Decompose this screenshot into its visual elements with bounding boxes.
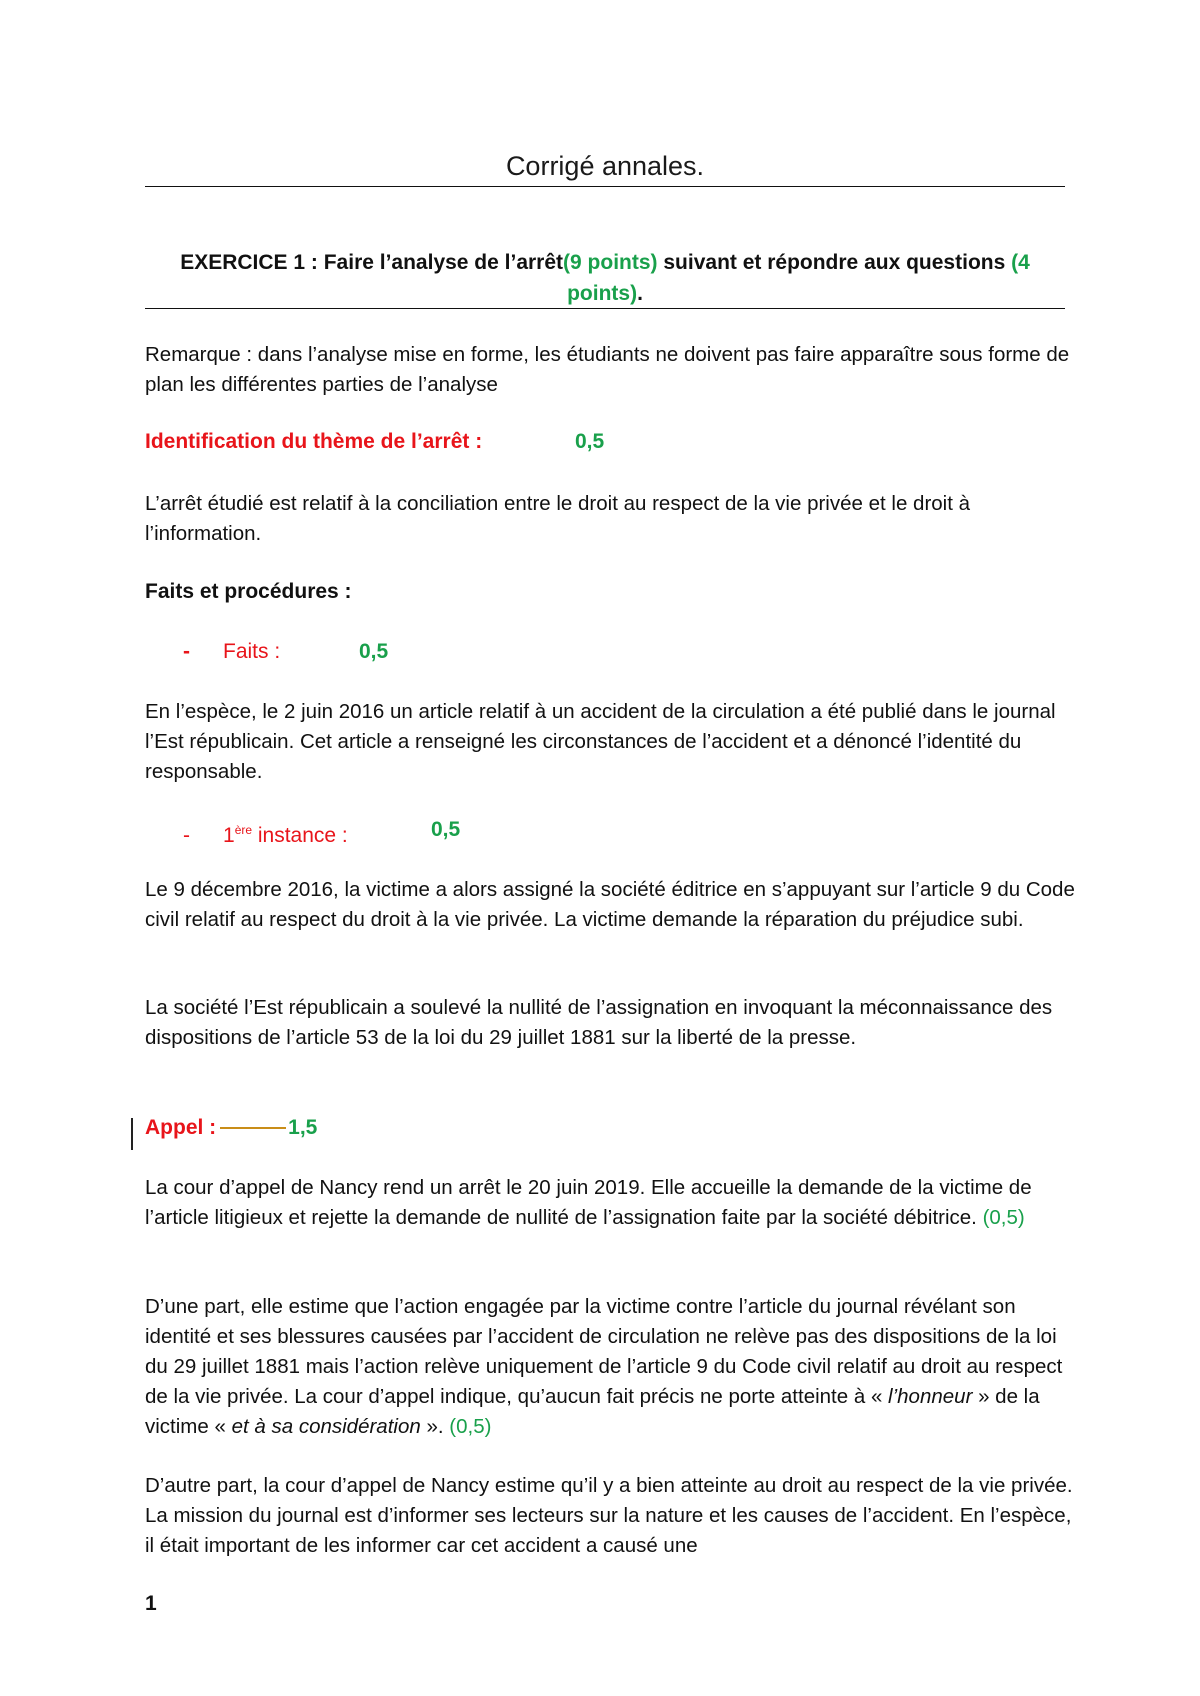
faits-label: Faits : [223, 640, 281, 663]
text-cursor [131, 1118, 133, 1150]
premiere-instance-sup: ère [234, 823, 253, 837]
identification-text: L’arrêt étudié est relatif à la conciliation entre le droit au respect de la vie privée et le droit à l’information. [145, 492, 971, 545]
exercise-end: . [637, 282, 643, 305]
exercise-points-analysis: (9 points) [563, 251, 658, 274]
appel-text-2-a: D’une part, elle estime que l’action engagée par la victime contre l’article du journal révélant son identité et ses blessures causées par l’accident de circulation ne relève pas des dispositions de la loi du 29 juillet 1881 mais l’action relève uniquement de l’article 9 du Code civil relatif au droit au respect de la vie privée. La cour d’appel indique, qu’aucun fait précis ne porte atteinte à « [145, 1295, 1063, 1408]
premiere-instance-subheading [183, 815, 1113, 851]
exercise-heading [145, 247, 1065, 309]
appel-text-3: D’autre part, la cour d’appel de Nancy estime qu’il y a bien atteinte au droit au respect de la vie privée. La mission du journal est d’informer ses lecteurs sur la nature et les causes de l’accident. En l’espèce, il était important de les informer car cet accident a causé une [145, 1474, 1073, 1557]
appel-connector-line [220, 1127, 286, 1129]
faits-text: En l’espèce, le 2 juin 2016 un article relatif à un accident de la circulation a été publié dans le journal l’Est républicain. Cet article a renseigné les circonstances de l’accident et a dénoncé l’identité du responsable. [145, 700, 1056, 783]
faits-score: 0,5 [359, 640, 389, 663]
identification-heading [145, 427, 1075, 457]
appel-text-2-score: (0,5) [449, 1415, 492, 1438]
appel-text-1 [145, 1173, 1075, 1233]
appel-text-2-b: » de la victime « [145, 1385, 1040, 1438]
page-number: 1 [145, 1592, 157, 1615]
appel-text-2-consideration: et à sa considération [231, 1415, 421, 1438]
faits-procedures-heading: Faits et procédures : [145, 580, 352, 603]
appel-text-2-c: ». [420, 1415, 450, 1438]
premiere-instance-text-1: Le 9 décembre 2016, la victime a alors assigné la société éditrice en s’appuyant sur l’article 9 du Code civil relatif au respect du droit à la vie privée. La victime demande la réparation du préjudice subi. [145, 878, 1075, 931]
identification-label: Identification du thème de l’arrêt : [145, 430, 483, 453]
exercise-label: EXERCICE 1 : Faire l’analyse de l’arrêt [180, 251, 564, 274]
title-underline [145, 186, 1065, 187]
premiere-instance-score: 0,5 [431, 818, 461, 841]
identification-score: 0,5 [575, 430, 605, 453]
premiere-instance-label: instance : [252, 824, 348, 847]
appel-heading [145, 1113, 1075, 1143]
premiere-instance-dash: - [183, 824, 190, 847]
page-title: Corrigé annales. [505, 151, 705, 181]
appel-text-2-honneur: l’honneur [888, 1385, 973, 1408]
remark-text: Remarque : dans l’analyse mise en forme, les étudiants ne doivent pas faire apparaître sous forme de plan les différentes parties de l’analyse [145, 343, 1070, 396]
premiere-instance-text-2: La société l’Est républicain a soulevé la nullité de l’assignation en invoquant la méconnaissance des dispositions de l’article 53 de la loi du 29 juillet 1881 sur la liberté de la presse. [145, 996, 1053, 1049]
exercise-points-questions: (4 points) [567, 251, 1030, 305]
appel-text-1-score: (0,5) [982, 1206, 1025, 1229]
appel-score: 1,5 [288, 1116, 318, 1139]
appel-text-2 [145, 1292, 1075, 1442]
appel-label: Appel : [145, 1116, 217, 1139]
faits-dash: - [183, 640, 190, 663]
premiere-instance-num: 1 [223, 824, 235, 847]
faits-subheading [183, 637, 1113, 667]
exercise-underline [145, 308, 1065, 309]
appel-text-1-body: La cour d’appel de Nancy rend un arrêt le 20 juin 2019. Elle accueille la demande de la victime de l’article litigieux et rejette la demande de nullité de l’assignation faite par la société débitrice. [145, 1176, 1032, 1229]
exercise-mid-text: suivant et répondre aux questions [657, 251, 1012, 274]
